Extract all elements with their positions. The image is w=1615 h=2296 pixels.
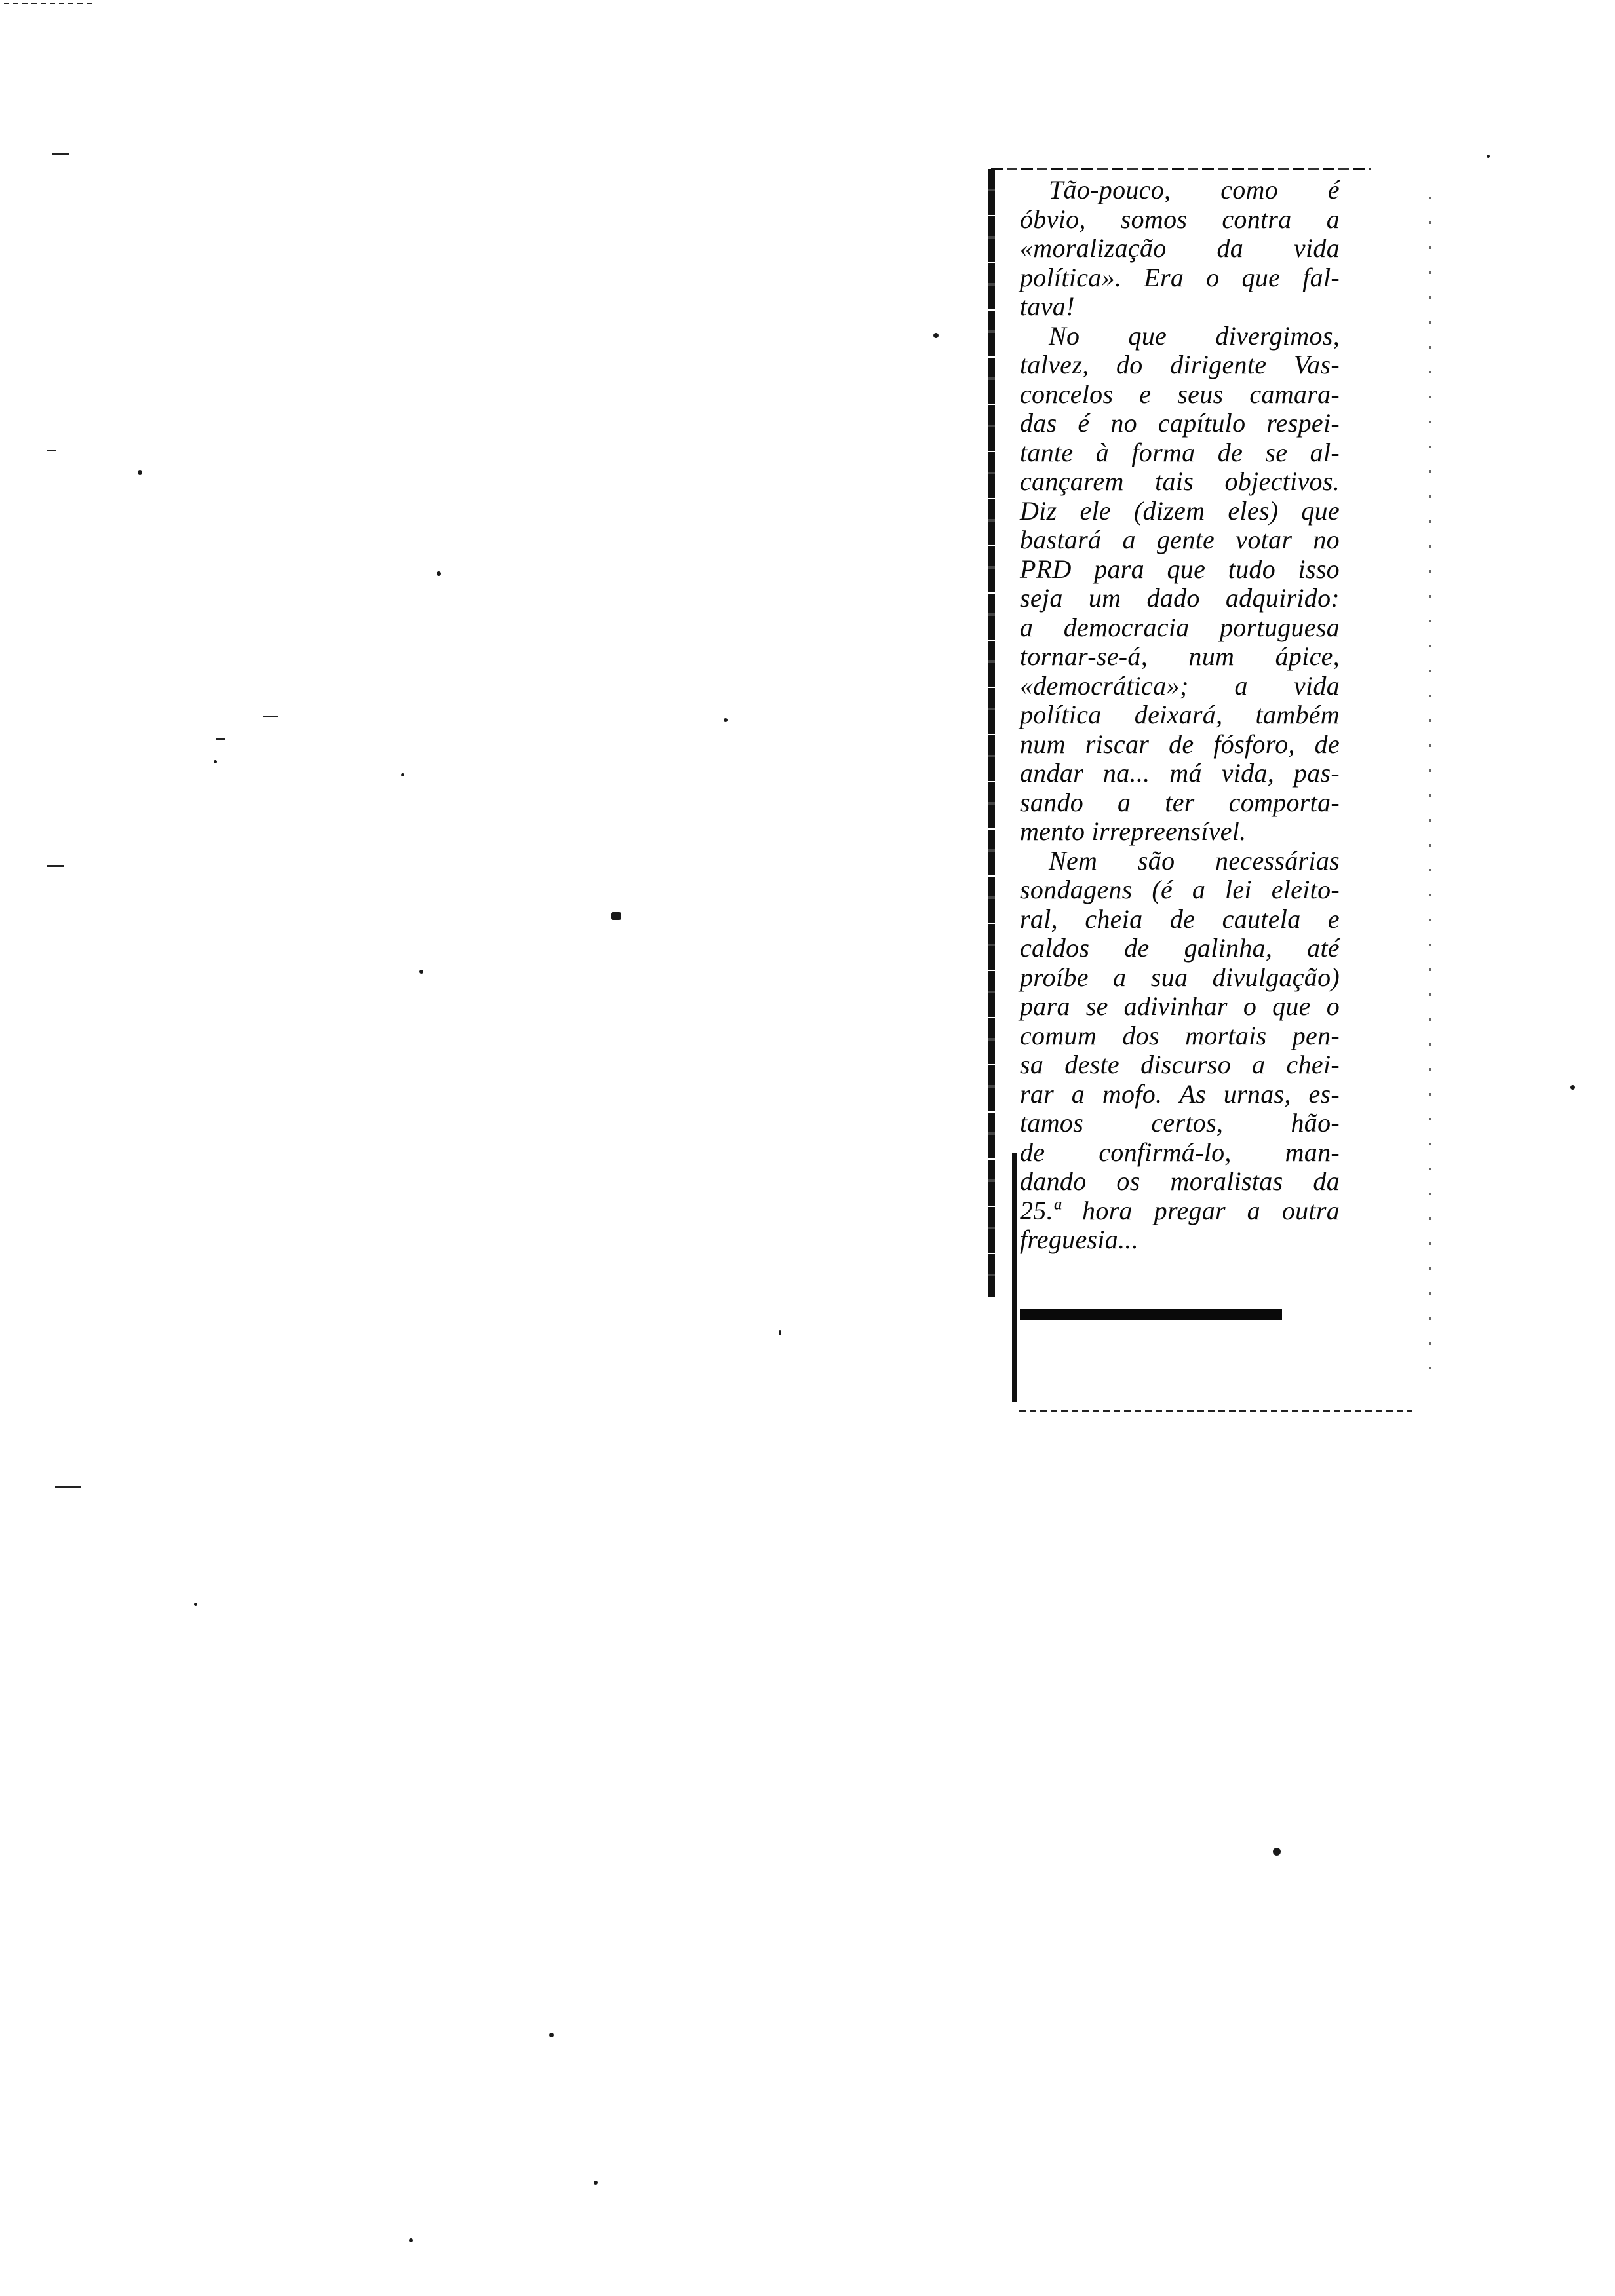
- text-line: concelos e seus camara-: [1020, 379, 1340, 409]
- text-line: No que divergimos,: [1049, 320, 1340, 351]
- speck: [933, 333, 939, 338]
- speck: [724, 718, 728, 722]
- clipping-bottom-border: [1019, 1410, 1412, 1412]
- text-line: mento irrepreensível.: [1020, 816, 1247, 846]
- text-line: de confirmá-lo, man-: [1020, 1137, 1340, 1167]
- text-line: das é no capítulo respei-: [1020, 408, 1340, 438]
- clipping-left-border-lower: [1012, 1153, 1017, 1402]
- text-line: seja um dado adquirido:: [1020, 583, 1340, 613]
- speck: [594, 2181, 598, 2185]
- speck: [437, 571, 441, 576]
- text-line: «democrática»; a vida: [1020, 670, 1340, 700]
- speck: [1487, 155, 1490, 158]
- text-line: comum dos mortais pen-: [1020, 1020, 1340, 1050]
- speck: [611, 912, 621, 920]
- dash-mark: [263, 716, 278, 718]
- text-line: num riscar de fósforo, de: [1020, 729, 1340, 759]
- clipping-top-border: [991, 168, 1371, 170]
- dash-mark: [55, 1486, 81, 1488]
- text-line: Diz ele (dizem eles) que: [1020, 495, 1340, 526]
- text-line: Tão-pouco, como é: [1049, 175, 1340, 204]
- speck: [138, 470, 142, 475]
- text-line: andar na... má vida, pas-: [1020, 758, 1340, 788]
- paragraph-1: [1020, 176, 1340, 322]
- text-line: política deixará, também: [1020, 700, 1340, 729]
- text-line: proíbe a sua divulgação): [1020, 962, 1340, 992]
- text-line: PRD para que tudo isso: [1020, 554, 1340, 584]
- clipping-left-border: [988, 169, 995, 1297]
- text-line: «moralização da vida: [1020, 233, 1340, 263]
- text-line: ral, cheia de cautela e: [1020, 904, 1340, 934]
- text-line: política». Era o que fal-: [1020, 262, 1340, 292]
- text-line: para se adivinhar o que o: [1020, 991, 1340, 1021]
- speck: [1570, 1085, 1575, 1090]
- dash-mark: [52, 153, 69, 155]
- text-line: caldos de galinha, até: [1020, 933, 1340, 963]
- text-line: cançarem tais objectivos.: [1020, 467, 1340, 496]
- text-line: rar a mofo. As urnas, es-: [1020, 1079, 1340, 1109]
- text-line: sondagens (é a lei eleito-: [1020, 875, 1340, 904]
- text-line: tava!: [1020, 292, 1075, 321]
- text-line: tornar-se-á, num ápice,: [1020, 641, 1340, 671]
- speck: [194, 1603, 197, 1606]
- text-line: tamos certos, hão-: [1020, 1108, 1340, 1138]
- dash-mark: [47, 450, 56, 451]
- speck: [419, 970, 423, 974]
- closing-rule: [1020, 1309, 1282, 1320]
- text-line: talvez, do dirigente Vas-: [1020, 350, 1340, 379]
- dash-mark: [47, 865, 64, 867]
- text-line: 25.ª hora pregar a outra: [1020, 1195, 1340, 1225]
- text-line: freguesia...: [1020, 1225, 1138, 1254]
- text-line: a democracia portuguesa: [1020, 612, 1340, 642]
- text-line: sa deste discurso a chei-: [1020, 1050, 1340, 1079]
- speck: [214, 760, 217, 763]
- text-line: tante à forma de se al-: [1020, 437, 1340, 467]
- paragraph-3: [1020, 847, 1340, 1255]
- clipping-right-edge: [1429, 197, 1431, 1376]
- speck: [1273, 1848, 1281, 1856]
- paragraph-2: [1020, 322, 1340, 847]
- speck: [779, 1330, 781, 1335]
- text-line: Nem são necessárias: [1049, 845, 1340, 875]
- text-line: bastará a gente votar no: [1020, 525, 1340, 554]
- text-line: óbvio, somos contra a: [1020, 204, 1340, 234]
- speck: [409, 2238, 413, 2242]
- speck: [549, 2033, 554, 2037]
- article-column: [1020, 176, 1340, 1255]
- text-line: sando a ter comporta-: [1020, 787, 1340, 817]
- dash-mark: [216, 738, 225, 740]
- text-line: dando os moralistas da: [1020, 1166, 1340, 1196]
- speck: [401, 773, 404, 776]
- scan-artifact: [4, 3, 96, 4]
